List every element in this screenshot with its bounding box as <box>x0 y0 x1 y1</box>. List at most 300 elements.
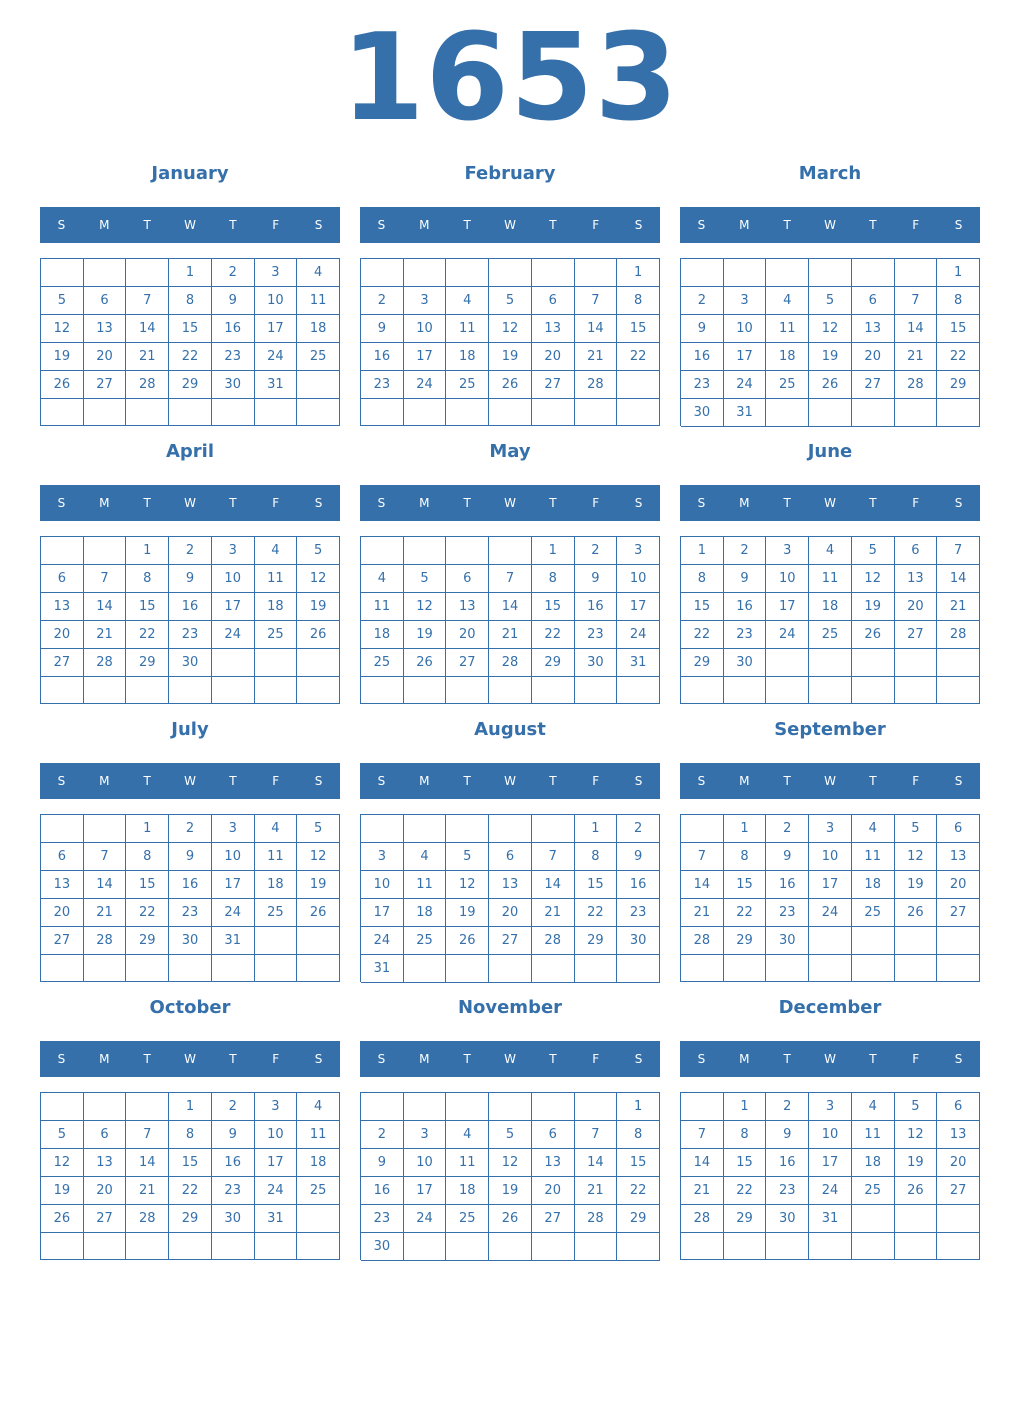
empty-day-cell <box>852 399 895 427</box>
empty-day-cell <box>361 677 404 704</box>
empty-day-cell <box>617 955 660 983</box>
weekday-label: T <box>143 1052 151 1066</box>
day-cell: 24 <box>361 927 404 955</box>
day-cell: 3 <box>255 1093 298 1121</box>
day-cell: 12 <box>41 1149 84 1177</box>
empty-day-cell <box>681 677 724 704</box>
month-february <box>360 157 660 427</box>
day-cell: 3 <box>255 259 298 287</box>
empty-day-cell <box>681 259 724 287</box>
empty-day-cell <box>361 399 404 426</box>
day-cell: 29 <box>937 371 980 399</box>
weekday-label: S <box>954 1052 963 1066</box>
day-cell: 6 <box>446 565 489 593</box>
empty-day-cell <box>404 955 447 983</box>
day-cell: 22 <box>169 343 212 371</box>
year-title: 1653 <box>341 9 679 148</box>
weekday-label: S <box>377 218 386 232</box>
weekday-label: T <box>549 218 557 232</box>
weekday-label: T <box>229 1052 237 1066</box>
day-cell: 11 <box>809 565 852 593</box>
empty-day-cell <box>169 955 212 982</box>
day-cell: 1 <box>126 537 169 565</box>
empty-day-cell <box>937 1205 980 1233</box>
weekday-label: T <box>783 496 791 510</box>
day-cell: 20 <box>532 343 575 371</box>
day-cell: 9 <box>169 565 212 593</box>
month-november <box>360 991 660 1261</box>
day-cell: 5 <box>297 537 340 565</box>
day-cell: 26 <box>297 899 340 927</box>
empty-day-cell <box>297 955 340 982</box>
empty-day-cell <box>489 1093 532 1121</box>
day-cell: 8 <box>724 843 767 871</box>
empty-day-cell <box>532 1233 575 1261</box>
empty-day-cell <box>852 677 895 704</box>
weekday-label: W <box>824 218 836 232</box>
empty-day-cell <box>809 955 852 982</box>
day-cell: 9 <box>575 565 618 593</box>
day-cell: 19 <box>297 593 340 621</box>
day-cell: 7 <box>126 1121 169 1149</box>
day-cell: 19 <box>809 343 852 371</box>
day-cell: 21 <box>937 593 980 621</box>
weekday-label: S <box>57 496 66 510</box>
empty-day-cell <box>297 399 340 426</box>
month-june <box>680 435 980 705</box>
day-cell: 13 <box>937 1121 980 1149</box>
empty-day-cell <box>169 1233 212 1260</box>
day-cell: 20 <box>41 899 84 927</box>
day-cell: 1 <box>617 259 660 287</box>
day-cell: 18 <box>446 343 489 371</box>
empty-day-cell <box>489 1233 532 1261</box>
day-cell: 16 <box>169 593 212 621</box>
weekday-label: T <box>229 218 237 232</box>
day-cell: 27 <box>84 1205 127 1233</box>
day-cell: 25 <box>446 1205 489 1233</box>
day-cell: 22 <box>681 621 724 649</box>
day-cell: 24 <box>766 621 809 649</box>
day-cell: 27 <box>41 649 84 677</box>
day-cell: 23 <box>681 371 724 399</box>
month-december <box>680 991 980 1261</box>
day-cell: 29 <box>169 1205 212 1233</box>
day-cell: 9 <box>681 315 724 343</box>
day-cell: 25 <box>404 927 447 955</box>
day-cell: 16 <box>681 343 724 371</box>
day-cell: 16 <box>617 871 660 899</box>
empty-day-cell <box>41 677 84 704</box>
empty-day-cell <box>532 815 575 843</box>
empty-day-cell <box>809 927 852 955</box>
day-cell: 14 <box>84 871 127 899</box>
day-cell: 3 <box>404 287 447 315</box>
day-cell: 24 <box>809 1177 852 1205</box>
day-cell: 5 <box>895 1093 938 1121</box>
weekday-label: F <box>912 218 920 232</box>
empty-day-cell <box>361 259 404 287</box>
empty-day-cell <box>84 259 127 287</box>
day-cell: 27 <box>489 927 532 955</box>
day-cell: 30 <box>361 1233 404 1261</box>
empty-day-cell <box>724 677 767 704</box>
month-name: December <box>778 997 882 1018</box>
weekday-label: T <box>229 496 237 510</box>
day-cell: 28 <box>937 621 980 649</box>
weekday-label: S <box>954 774 963 788</box>
weekday-label: S <box>634 496 643 510</box>
day-cell: 11 <box>766 315 809 343</box>
month-name: June <box>807 441 853 462</box>
day-cell: 28 <box>489 649 532 677</box>
day-cell: 6 <box>895 537 938 565</box>
empty-day-cell <box>297 677 340 704</box>
day-cell: 15 <box>169 315 212 343</box>
month-july <box>40 713 340 983</box>
day-cell: 8 <box>724 1121 767 1149</box>
empty-day-cell <box>446 537 489 565</box>
weekday-label: T <box>143 496 151 510</box>
empty-day-cell <box>617 1233 660 1261</box>
day-cell: 27 <box>532 1205 575 1233</box>
day-cell: 26 <box>809 371 852 399</box>
empty-day-cell <box>724 955 767 982</box>
month-october <box>40 991 340 1261</box>
day-cell: 7 <box>681 1121 724 1149</box>
day-cell: 30 <box>766 1205 809 1233</box>
empty-day-cell <box>681 955 724 982</box>
weekday-label: T <box>869 218 877 232</box>
empty-day-cell <box>255 927 298 955</box>
empty-day-cell <box>212 955 255 982</box>
day-cell: 18 <box>404 899 447 927</box>
day-cell: 10 <box>255 1121 298 1149</box>
day-cell: 18 <box>297 1149 340 1177</box>
empty-day-cell <box>404 1233 447 1261</box>
day-cell: 22 <box>532 621 575 649</box>
day-cell: 30 <box>681 399 724 427</box>
empty-day-cell <box>297 649 340 677</box>
empty-day-cell <box>489 955 532 983</box>
day-cell: 25 <box>297 343 340 371</box>
weekday-label: F <box>912 496 920 510</box>
day-cell: 21 <box>84 621 127 649</box>
empty-day-cell <box>41 1093 84 1121</box>
day-cell: 26 <box>41 371 84 399</box>
weekday-header <box>360 1041 660 1077</box>
day-cell: 24 <box>212 899 255 927</box>
day-cell: 13 <box>84 1149 127 1177</box>
empty-day-cell <box>255 1233 298 1260</box>
day-cell: 16 <box>212 315 255 343</box>
empty-day-cell <box>126 677 169 704</box>
day-cell: 24 <box>404 371 447 399</box>
empty-day-cell <box>212 677 255 704</box>
day-cell: 25 <box>852 1177 895 1205</box>
day-cell: 25 <box>852 899 895 927</box>
day-cell: 10 <box>212 843 255 871</box>
weekday-label: M <box>739 496 750 510</box>
day-cell: 23 <box>212 1177 255 1205</box>
day-cell: 19 <box>404 621 447 649</box>
day-cell: 4 <box>255 537 298 565</box>
day-cell: 21 <box>681 899 724 927</box>
day-cell: 21 <box>681 1177 724 1205</box>
day-cell: 24 <box>404 1205 447 1233</box>
weekday-label: W <box>504 1052 516 1066</box>
day-cell: 9 <box>724 565 767 593</box>
month-name: October <box>149 997 231 1018</box>
day-cell: 9 <box>212 1121 255 1149</box>
empty-day-cell <box>895 649 938 677</box>
day-cell: 11 <box>297 287 340 315</box>
empty-day-cell <box>126 1093 169 1121</box>
empty-day-cell <box>852 1233 895 1260</box>
day-cell: 19 <box>895 1149 938 1177</box>
weekday-label: F <box>272 1052 280 1066</box>
day-cell: 2 <box>169 815 212 843</box>
day-cell: 17 <box>809 871 852 899</box>
day-cell: 28 <box>575 1205 618 1233</box>
day-cell: 2 <box>617 815 660 843</box>
day-grid <box>360 536 660 704</box>
weekday-label: S <box>954 218 963 232</box>
empty-day-cell <box>361 537 404 565</box>
weekday-label: S <box>634 774 643 788</box>
day-cell: 18 <box>255 593 298 621</box>
day-cell: 18 <box>809 593 852 621</box>
day-cell: 2 <box>724 537 767 565</box>
empty-day-cell <box>297 927 340 955</box>
day-cell: 6 <box>532 287 575 315</box>
day-cell: 3 <box>766 537 809 565</box>
day-cell: 23 <box>361 371 404 399</box>
day-cell: 28 <box>532 927 575 955</box>
month-name: April <box>165 441 215 462</box>
day-cell: 7 <box>489 565 532 593</box>
day-cell: 13 <box>41 871 84 899</box>
empty-day-cell <box>489 399 532 426</box>
day-cell: 6 <box>489 843 532 871</box>
weekday-label: M <box>99 1052 110 1066</box>
month-name: September <box>774 719 886 740</box>
weekday-label: S <box>634 1052 643 1066</box>
day-cell: 16 <box>724 593 767 621</box>
day-cell: 22 <box>724 1177 767 1205</box>
day-cell: 15 <box>575 871 618 899</box>
day-grid <box>680 258 980 426</box>
day-cell: 21 <box>84 899 127 927</box>
empty-day-cell <box>766 649 809 677</box>
day-cell: 13 <box>937 843 980 871</box>
weekday-header <box>360 207 660 243</box>
day-cell: 4 <box>404 843 447 871</box>
day-cell: 6 <box>84 287 127 315</box>
empty-day-cell <box>489 259 532 287</box>
empty-day-cell <box>852 649 895 677</box>
day-cell: 1 <box>126 815 169 843</box>
day-cell: 12 <box>895 843 938 871</box>
day-cell: 19 <box>297 871 340 899</box>
weekday-label: T <box>549 1052 557 1066</box>
day-cell: 17 <box>617 593 660 621</box>
empty-day-cell <box>852 927 895 955</box>
empty-day-cell <box>126 955 169 982</box>
month-name: May <box>489 441 531 462</box>
empty-day-cell <box>852 955 895 982</box>
day-cell: 13 <box>852 315 895 343</box>
empty-day-cell <box>84 955 127 982</box>
day-cell: 11 <box>852 843 895 871</box>
day-cell: 7 <box>681 843 724 871</box>
day-cell: 13 <box>532 315 575 343</box>
day-cell: 4 <box>809 537 852 565</box>
day-cell: 29 <box>724 927 767 955</box>
month-august <box>360 713 660 983</box>
day-cell: 23 <box>766 1177 809 1205</box>
day-cell: 15 <box>681 593 724 621</box>
day-cell: 22 <box>937 343 980 371</box>
weekday-label: F <box>592 1052 600 1066</box>
empty-day-cell <box>361 1093 404 1121</box>
day-cell: 2 <box>575 537 618 565</box>
day-grid <box>360 814 660 982</box>
day-cell: 9 <box>766 843 809 871</box>
day-cell: 26 <box>895 899 938 927</box>
day-cell: 5 <box>489 1121 532 1149</box>
empty-day-cell <box>489 537 532 565</box>
weekday-header <box>40 485 340 521</box>
day-cell: 30 <box>575 649 618 677</box>
day-cell: 8 <box>681 565 724 593</box>
day-cell: 25 <box>446 371 489 399</box>
day-cell: 23 <box>169 621 212 649</box>
day-cell: 3 <box>212 537 255 565</box>
weekday-label: W <box>824 496 836 510</box>
day-cell: 3 <box>724 287 767 315</box>
day-cell: 16 <box>766 1149 809 1177</box>
day-cell: 25 <box>255 621 298 649</box>
day-cell: 26 <box>297 621 340 649</box>
day-cell: 17 <box>255 1149 298 1177</box>
day-cell: 4 <box>766 287 809 315</box>
day-cell: 6 <box>41 843 84 871</box>
day-cell: 22 <box>169 1177 212 1205</box>
day-cell: 15 <box>937 315 980 343</box>
weekday-label: S <box>57 1052 66 1066</box>
weekday-label: S <box>314 496 323 510</box>
day-grid <box>40 1092 340 1260</box>
day-cell: 3 <box>404 1121 447 1149</box>
day-cell: 14 <box>681 871 724 899</box>
day-cell: 23 <box>575 621 618 649</box>
day-cell: 4 <box>255 815 298 843</box>
day-cell: 8 <box>532 565 575 593</box>
day-cell: 21 <box>126 343 169 371</box>
empty-day-cell <box>937 1233 980 1260</box>
day-cell: 29 <box>575 927 618 955</box>
weekday-label: T <box>229 774 237 788</box>
empty-day-cell <box>84 1233 127 1260</box>
empty-day-cell <box>446 815 489 843</box>
day-cell: 14 <box>126 1149 169 1177</box>
weekday-label: W <box>184 1052 196 1066</box>
day-cell: 17 <box>255 315 298 343</box>
day-cell: 16 <box>361 1177 404 1205</box>
empty-day-cell <box>41 815 84 843</box>
empty-day-cell <box>297 371 340 399</box>
day-cell: 30 <box>169 649 212 677</box>
weekday-label: F <box>592 496 600 510</box>
day-cell: 11 <box>446 315 489 343</box>
day-cell: 20 <box>852 343 895 371</box>
weekday-label: T <box>549 496 557 510</box>
day-cell: 27 <box>41 927 84 955</box>
day-grid <box>680 814 980 982</box>
day-cell: 27 <box>895 621 938 649</box>
day-cell: 2 <box>361 1121 404 1149</box>
empty-day-cell <box>297 1205 340 1233</box>
empty-day-cell <box>212 649 255 677</box>
day-cell: 18 <box>361 621 404 649</box>
weekday-label: T <box>783 218 791 232</box>
day-cell: 27 <box>532 371 575 399</box>
day-cell: 5 <box>41 287 84 315</box>
day-cell: 10 <box>404 315 447 343</box>
empty-day-cell <box>84 399 127 426</box>
day-cell: 8 <box>169 287 212 315</box>
weekday-label: T <box>463 1052 471 1066</box>
empty-day-cell <box>126 399 169 426</box>
day-cell: 19 <box>852 593 895 621</box>
day-cell: 23 <box>766 899 809 927</box>
day-cell: 10 <box>212 565 255 593</box>
empty-day-cell <box>575 677 618 704</box>
day-cell: 27 <box>446 649 489 677</box>
day-cell: 20 <box>895 593 938 621</box>
day-cell: 5 <box>809 287 852 315</box>
day-cell: 5 <box>446 843 489 871</box>
day-cell: 5 <box>41 1121 84 1149</box>
day-cell: 22 <box>575 899 618 927</box>
day-cell: 4 <box>446 287 489 315</box>
weekday-header <box>40 763 340 799</box>
day-cell: 18 <box>766 343 809 371</box>
day-cell: 13 <box>532 1149 575 1177</box>
empty-day-cell <box>937 399 980 427</box>
day-cell: 15 <box>126 593 169 621</box>
day-cell: 26 <box>489 371 532 399</box>
weekday-label: T <box>783 1052 791 1066</box>
day-cell: 26 <box>404 649 447 677</box>
empty-day-cell <box>617 677 660 704</box>
day-cell: 2 <box>212 259 255 287</box>
day-cell: 22 <box>126 899 169 927</box>
day-cell: 15 <box>169 1149 212 1177</box>
day-cell: 11 <box>255 843 298 871</box>
empty-day-cell <box>937 649 980 677</box>
weekday-label: W <box>504 218 516 232</box>
empty-day-cell <box>212 1233 255 1260</box>
weekday-label: S <box>697 774 706 788</box>
day-cell: 23 <box>617 899 660 927</box>
day-cell: 1 <box>169 259 212 287</box>
day-cell: 21 <box>575 343 618 371</box>
day-grid <box>40 814 340 982</box>
weekday-label: S <box>57 218 66 232</box>
day-cell: 6 <box>852 287 895 315</box>
